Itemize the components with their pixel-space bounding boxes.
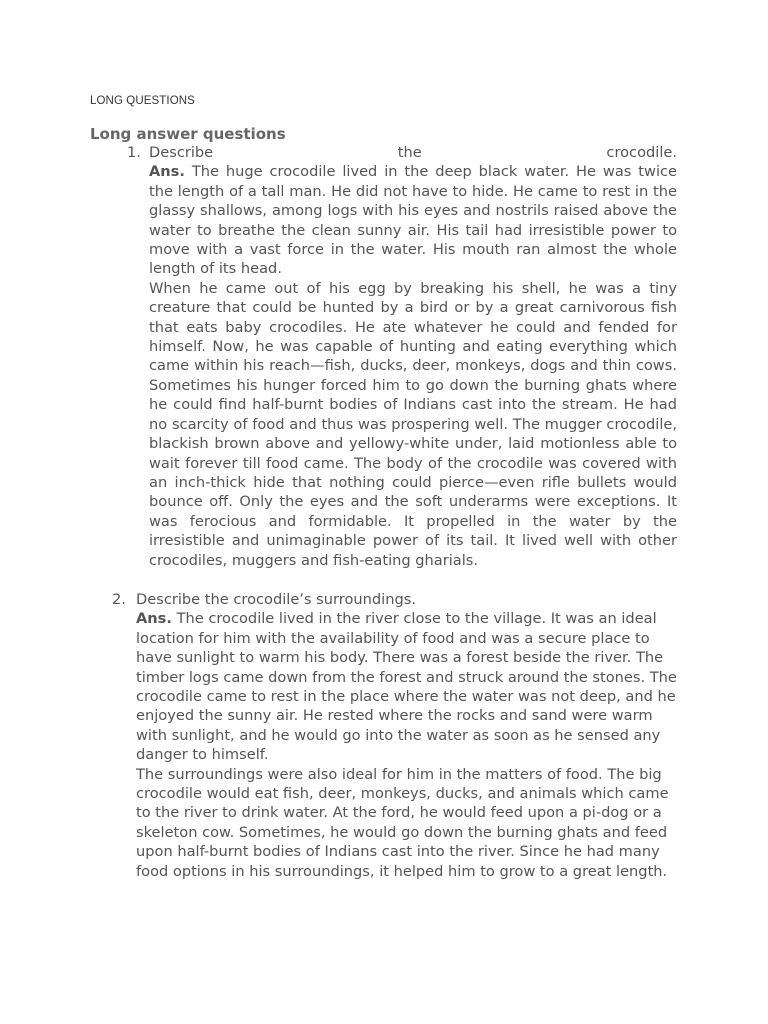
answer-paragraph [136, 765, 677, 881]
question-item-1 [127, 143, 678, 570]
question-item-2 [112, 590, 677, 881]
answer-text: The huge crocodile lived in the deep black water. He was twice the length of a tall man. He did not have to hide. He came to rest in the glassy shallows, among logs with his eyes and nostrils raised above the water to breathe the clean sunny air. His tail had irresistible power to move with a vast force in the water. His mouth ran almost the whole length of its head. [149, 163, 678, 278]
question-text: Describe the crocodile. [149, 144, 677, 161]
question-number: 2. [112, 591, 126, 608]
answer-text: When he came out of his egg by breaking his shell, he was a tiny creature that could be hunted by a bird or by a great carnivorous fish that eats baby crocodiles. He ate whatever he could and fended for himself. Now, he was capable of hunting and eating everything which came within his reach—fish, ducks, deer, monkeys, dogs and thin cows. Sometimes his hunger forced him to go down the burning ghats where he could find half-burnt bodies of Indians cast into the stream. He had no scarcity of food and thus was prospering well. The mugger crocodile, blackish brown above and yellowy-white under, laid motionless able to wait forever till food came. The body of the crocodile was covered with an inch-thick hide that nothing could pierce—even rifle bullets would bounce off. Only the eyes and the soft underarms were exceptions. It was ferocious and formidable. It propelled in the water by the irresistible and unimaginable power of its tail. It lived well with other crocodiles, muggers and fish-eating gharials. [149, 279, 677, 569]
answer-label: Ans. [149, 163, 185, 181]
question-text: Describe the crocodile’s surroundings. [136, 591, 416, 608]
answer-label: Ans. [136, 610, 172, 628]
section-heading: Long answer questions [90, 125, 286, 143]
answer-text: The surroundings were also ideal for him in the matters of food. The big crocodile would eat fish, deer, monkeys, ducks, and animals which came to the river to drink water. At the ford, he would feed upon a pi-dog or a skeleton cow. Sometimes, he would go down the burning ghats and feed upon half-burnt bodies of Indians cast into the river. Since he had many food options in his surroundings, it helped him to grow to a great length. [136, 765, 669, 880]
answer-paragraph [136, 609, 677, 764]
answer-text: The crocodile lived in the river close to the village. It was an ideal location for him with the availability of food and was a secure place to have sunlight to warm his body. There was a forest beside the river. The timber logs came down from the forest and struck around the stones. The crocodile came to rest in the place where the water was not deep, and he enjoyed the sunny air. He rested where the rocks and sand were warm with sunlight, and he would go into the water as soon as he sensed any danger to himself. [136, 610, 677, 764]
answer-paragraph [149, 279, 677, 570]
question-number: 1. [127, 144, 141, 161]
answer-paragraph [149, 162, 677, 278]
document-title: LONG QUESTIONS [90, 95, 195, 107]
